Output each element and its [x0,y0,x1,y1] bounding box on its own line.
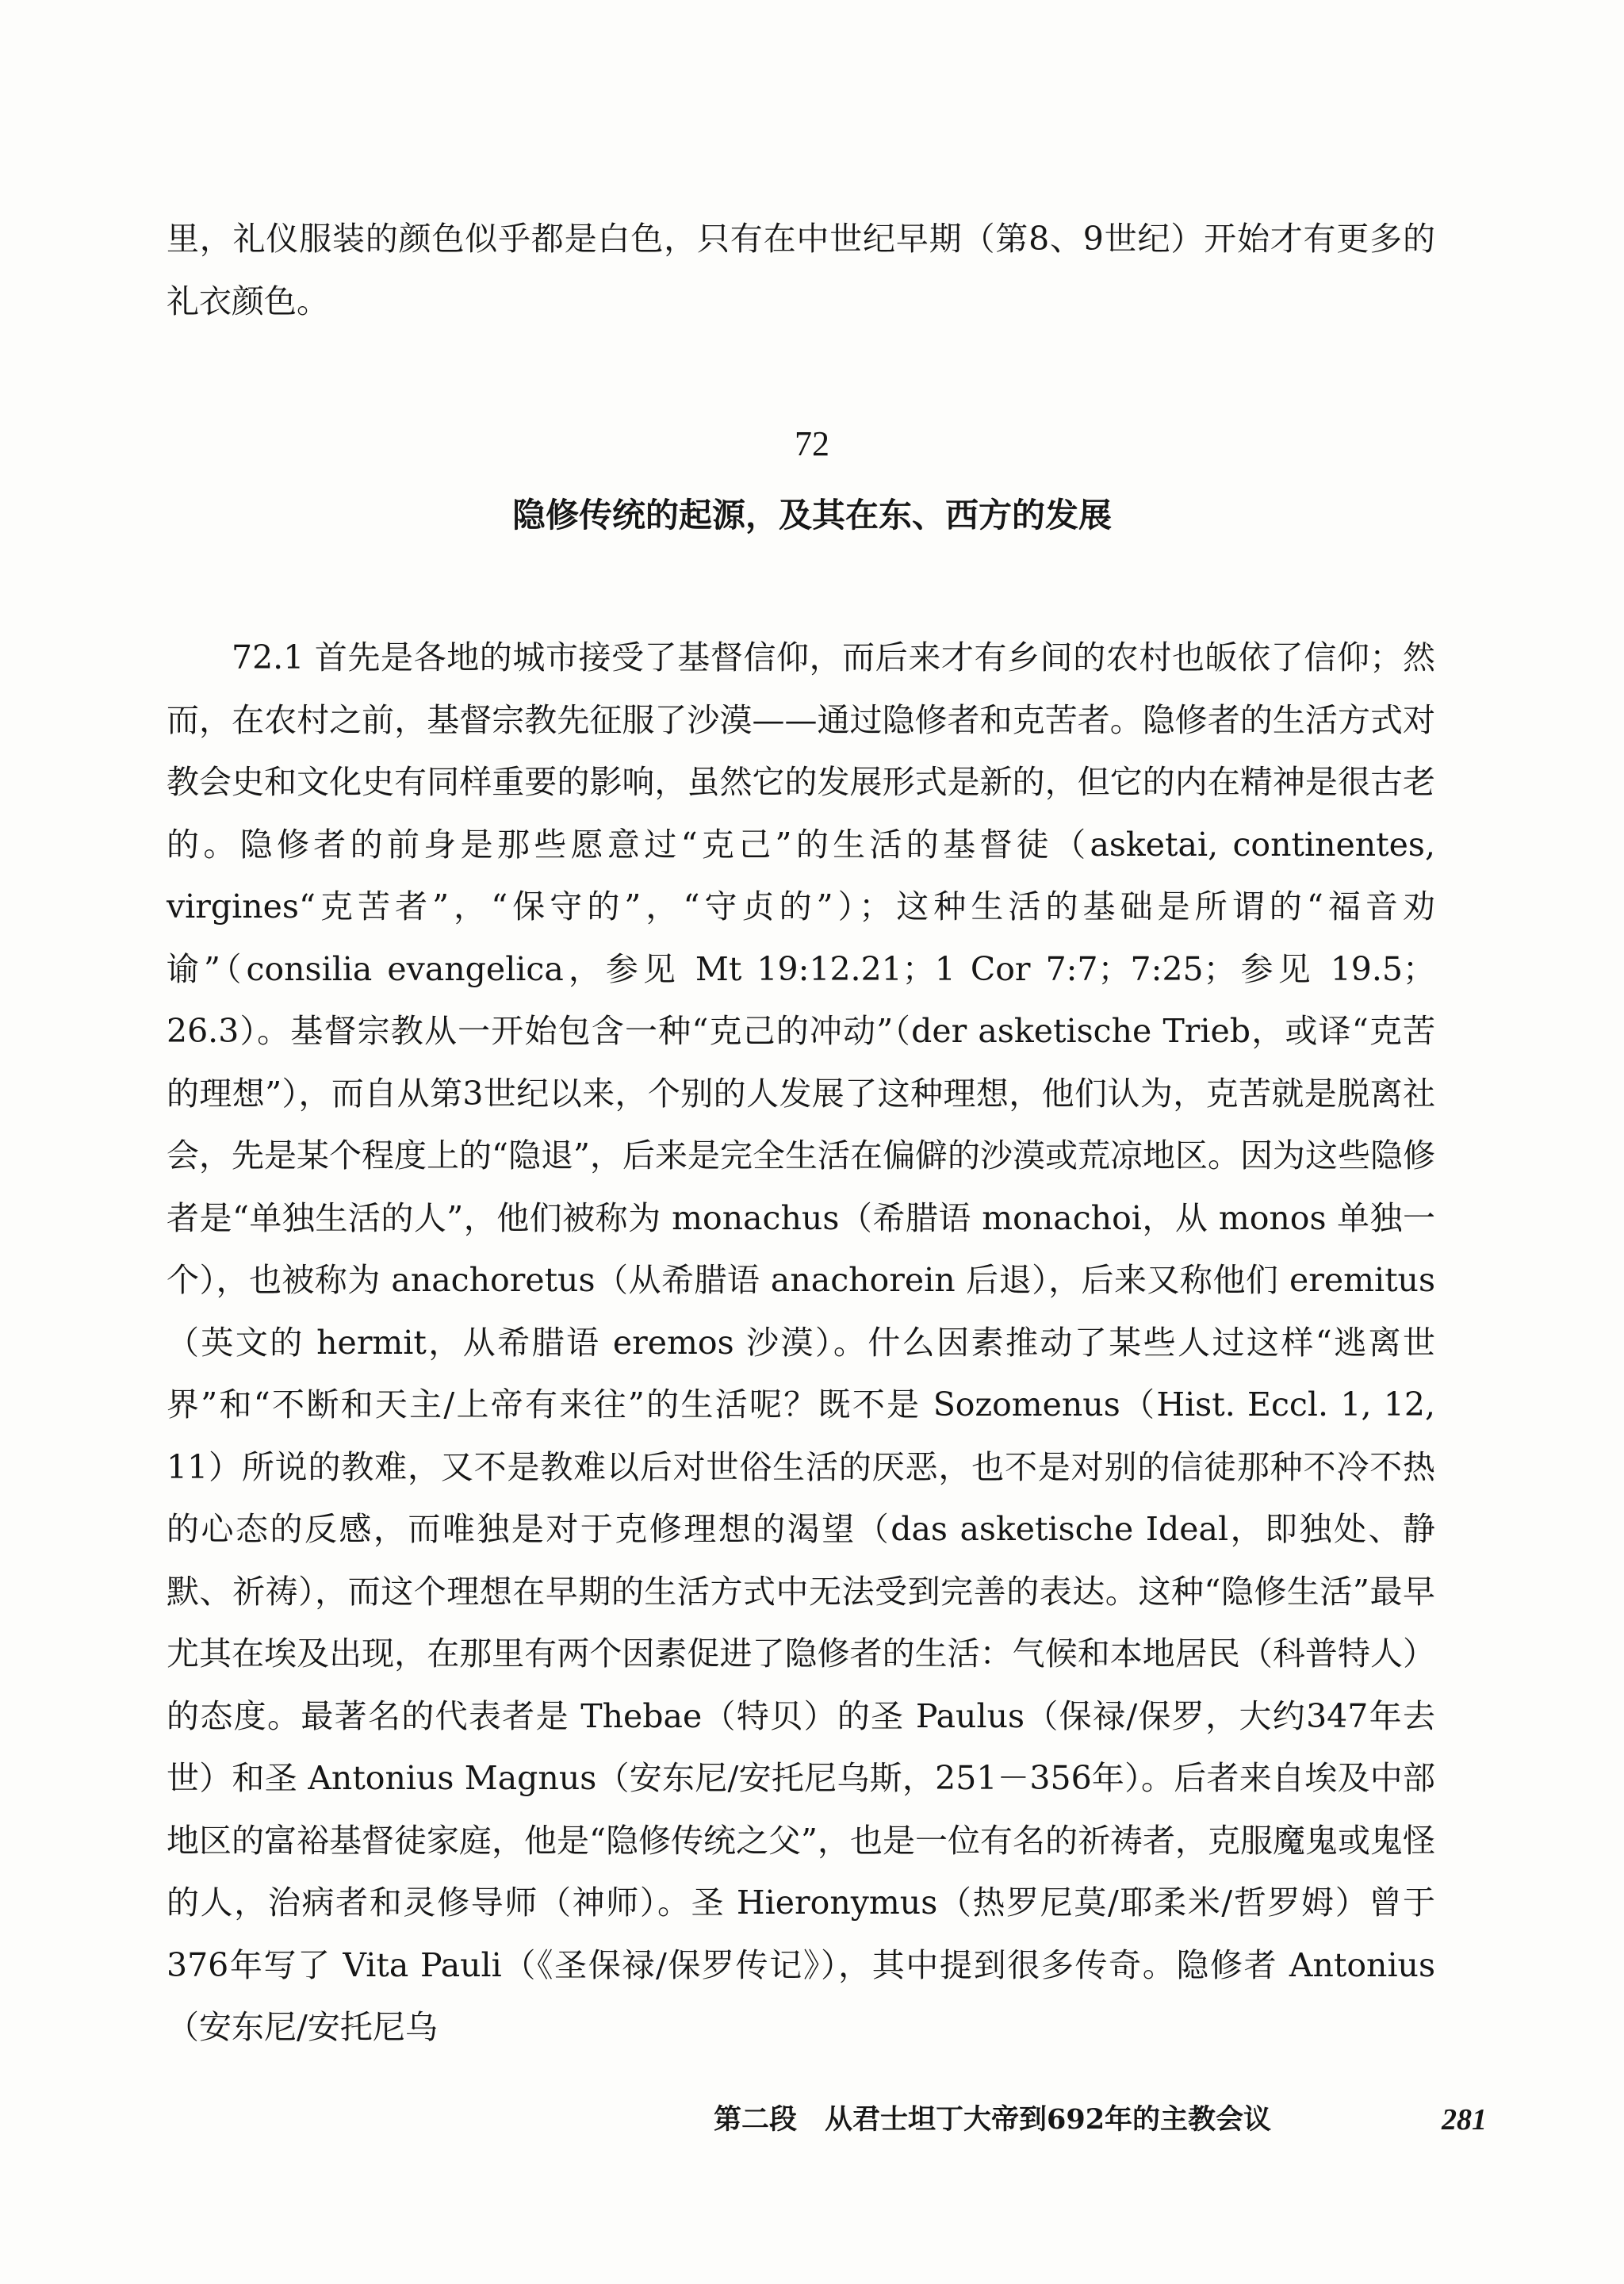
continued-paragraph: 里，礼仪服装的颜色似乎都是白色，只有在中世纪早期（第8、9世纪）开始才有更多的礼衣颜色。 [167,220,1435,320]
body-paragraph: 72.1 首先是各地的城市接受了基督信仰，而后来才有乡间的农村也皈依了信仰；然而，在农村之前，基督宗教先征服了沙漠——通过隐修者和克苦者。隐修者的生活方式对教会史和文化史有同样重要的影响，虽然它的发展形式是新的，但它的内在精神是很古老的。隐修者的前身是那些愿意过“克己”的生活的基督徒（asketai, continentes, virgines“克苦者”，“保守的”，“守贞的”）；这种生活的基础是所谓的“福音劝谕”（consilia evangelica，参见 Mt 19:12.21；1 Cor 7:7；7:25；参见 19.5；26.3）。基督宗教从一开始包含一种“克己的冲动”（der asketische Trieb，或译“克苦的理想”），而自从第3世纪以来，个别的人发展了这种理想，他们认为，克苦就是脱离社会，先是某个程度上的“隐退”，后来是完全生活在偏僻的沙漠或荒凉地区。因为这些隐修者是“单独生活的人”，他们被称为 monachus（希腊语 monachoi，从 monos 单独一个），也被称为 anachoretus（从希腊语 anachorein 后退），后来又称他们 eremitus（英文的 hermit，从希腊语 eremos 沙漠）。什么因素推动了某些人过这样“逃离世界”和“不断和天主/上帝有来往”的生活呢？既不是 Sozomenus（Hist. Eccl. 1, 12, 11）所说的教难，又不是教难以后对世俗生活的厌恶，也不是对别的信徒那种不冷不热的心态的反感，而唯独是对于克修理想的渴望（das asketische Ideal，即独处、静默、祈祷），而这个理想在早期的生活方式中无法受到完善的表达。这种“隐修生活”最早尤其在埃及出现，在那里有两个因素促进了隐修者的生活：气候和本地居民（科普特人）的态度。最著名的代表者是 Thebae（特贝）的圣 Paulus（保禄/保罗，大约347年去世）和圣 Antonius Magnus（安东尼/安托尼乌斯，251－356年）。后者来自埃及中部地区的富裕基督徒家庭，他是“隐修传统之父”，也是一位有名的祈祷者，克服魔鬼或鬼怪的人，治病者和灵修导师（神师）。圣 Hieronymus（热罗尼莫/耶柔米/哲罗姆）曾于376年写了 Vita Pauli（《圣保禄/保罗传记》），其中提到很多传奇。隐修者 Antonius（安东尼/安托尼乌 [167,638,1435,2046]
page-number: 281 [1442,2103,1487,2136]
section-number: 72 [795,424,829,463]
page-footer [714,2100,1487,2140]
running-head: 第二段 从君士坦丁大帝到692年的主教会议 [714,2103,1272,2136]
section-title: 隐修传统的起源，及其在东、西方的发展 [511,496,1112,535]
